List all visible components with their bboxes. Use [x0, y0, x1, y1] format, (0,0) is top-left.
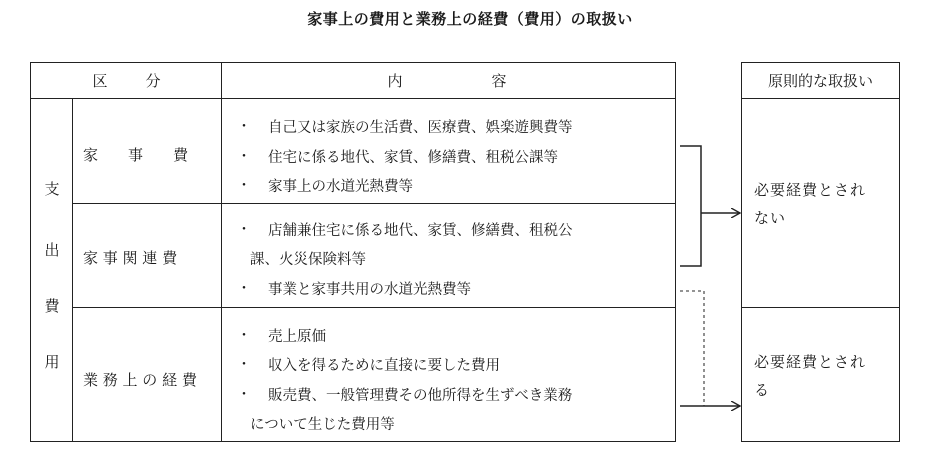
- header-category-1: 区: [92, 72, 108, 90]
- bullet-icon: ・: [237, 178, 251, 194]
- treatment-header: 原則的な取扱い: [767, 72, 873, 90]
- header-content-1: 内: [387, 72, 403, 90]
- list-item: 自己又は家族の生活費、医療費、娯楽遊興費等: [268, 120, 573, 136]
- bracket-solid: [680, 146, 701, 266]
- list-item: 家事上の水道光熱費等: [268, 179, 413, 195]
- side-label-char: 費: [44, 297, 60, 315]
- bullet-icon: ・: [237, 328, 251, 344]
- bullet-icon: ・: [237, 149, 251, 165]
- treatment-expense-line-2: る: [754, 381, 771, 399]
- side-label-char: 支: [44, 180, 60, 198]
- treatment-expense-line-1: 必要経費とされ: [754, 353, 867, 371]
- list-item-continuation: について生じた費用等: [250, 417, 395, 433]
- bullet-icon: ・: [237, 387, 251, 403]
- page-title: 家事上の費用と業務上の経費（費用）の取扱い: [307, 10, 633, 28]
- list-item: 売上原価: [268, 329, 326, 345]
- list-item: 店舗兼住宅に係る地代、家賃、修繕費、租税公: [268, 223, 573, 239]
- category-business-expense: 業 務 上 の 経 費: [83, 371, 197, 389]
- list-item: 事業と家事共用の水道光熱費等: [268, 282, 471, 298]
- list-item: 収入を得るために直接に要した費用: [268, 358, 500, 374]
- bullet-icon: ・: [237, 281, 251, 297]
- side-label-char: 用: [44, 353, 60, 371]
- bullet-icon: ・: [237, 222, 251, 238]
- category-household-expense: 家 事 費: [83, 146, 189, 164]
- header-category-2: 分: [145, 72, 161, 90]
- bullet-icon: ・: [237, 119, 251, 135]
- header-content-2: 容: [491, 72, 507, 90]
- treatment-not-expense-line-1: 必要経費とされ: [754, 181, 867, 199]
- side-label-char: 出: [44, 241, 60, 259]
- list-item: 販売費、一般管理費その他所得を生ずべき業務: [268, 388, 573, 404]
- bullet-icon: ・: [237, 357, 251, 373]
- category-household-related-expense: 家 事 関 連 費: [83, 249, 178, 267]
- list-item: 住宅に係る地代、家賃、修繕費、租税公課等: [268, 150, 558, 166]
- list-item-continuation: 課、火災保険料等: [250, 252, 366, 268]
- bracket-dashed: [680, 291, 704, 406]
- treatment-not-expense-line-2: ない: [754, 209, 787, 227]
